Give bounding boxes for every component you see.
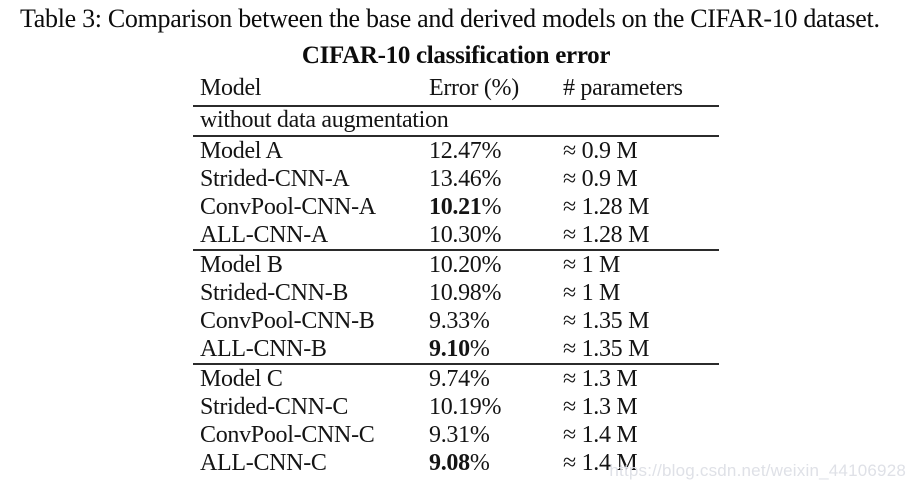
table-row <box>193 279 719 307</box>
table-section <box>193 136 719 250</box>
table-row <box>193 393 719 421</box>
table-section <box>193 250 719 364</box>
column-header-error: Error (%) <box>429 69 563 106</box>
error-value-cell: 10.20% <box>429 251 502 278</box>
table-row <box>193 221 719 250</box>
table-header <box>193 69 719 136</box>
model-name-cell: Strided-CNN-C <box>200 393 349 420</box>
table-row <box>193 165 719 193</box>
table-row <box>193 421 719 449</box>
model-name-cell: ConvPool-CNN-A <box>200 193 376 220</box>
error-value-cell: 10.19% <box>429 393 502 420</box>
model-name-cell: Model A <box>200 137 283 164</box>
table-row <box>193 250 719 279</box>
param-count-cell: ≈ 1.28 M <box>563 193 650 220</box>
table-row <box>193 193 719 221</box>
param-count-cell: ≈ 1.4 M <box>563 421 638 448</box>
param-count-cell: ≈ 1 M <box>563 279 621 306</box>
error-value-cell: 10.21% <box>429 193 502 220</box>
error-value-cell: 9.08% <box>429 449 490 476</box>
model-name-cell: ALL-CNN-A <box>200 221 328 248</box>
results-table-container <box>193 42 719 477</box>
table-caption: Table 3: Comparison between the base and derived models on the CIFAR-10 dataset. <box>20 4 880 33</box>
model-name-cell: Strided-CNN-A <box>200 165 350 192</box>
model-name-cell: Model C <box>200 365 283 392</box>
param-count-cell: ≈ 0.9 M <box>563 137 638 164</box>
error-value-cell: 9.31% <box>429 421 490 448</box>
param-count-cell: ≈ 1 M <box>563 251 621 278</box>
error-value-cell: 12.47% <box>429 137 502 164</box>
subheader-label: without data augmentation <box>193 106 719 136</box>
error-value-cell: 9.74% <box>429 365 490 392</box>
model-name-cell: ConvPool-CNN-B <box>200 307 375 334</box>
column-header-parameters: # parameters <box>563 69 719 106</box>
param-count-cell: ≈ 1.3 M <box>563 365 638 392</box>
column-header-model: Model <box>193 69 429 106</box>
param-count-cell: ≈ 1.4 M <box>563 449 638 476</box>
error-value-cell: 9.10% <box>429 335 490 362</box>
param-count-cell: ≈ 1.35 M <box>563 307 650 334</box>
table-title: CIFAR-10 classification error <box>301 42 611 69</box>
results-table <box>193 69 719 477</box>
model-name-cell: Strided-CNN-B <box>200 279 349 306</box>
header-row <box>193 69 719 106</box>
model-name-cell: ALL-CNN-C <box>200 449 327 476</box>
watermark-url: https://blog.csdn.net/weixin_44106928 <box>609 461 906 480</box>
table-row <box>193 364 719 393</box>
table-row <box>193 335 719 364</box>
error-value-cell: 10.98% <box>429 279 502 306</box>
table-row <box>193 307 719 335</box>
error-value-cell: 13.46% <box>429 165 502 192</box>
param-count-cell: ≈ 1.3 M <box>563 393 638 420</box>
model-name-cell: ALL-CNN-B <box>200 335 327 362</box>
subheader-row <box>193 106 719 136</box>
param-count-cell: ≈ 1.35 M <box>563 335 650 362</box>
error-value-cell: 10.30% <box>429 221 502 248</box>
param-count-cell: ≈ 0.9 M <box>563 165 638 192</box>
model-name-cell: ConvPool-CNN-C <box>200 421 375 448</box>
model-name-cell: Model B <box>200 251 283 278</box>
table-row <box>193 136 719 165</box>
error-value-cell: 9.33% <box>429 307 490 334</box>
param-count-cell: ≈ 1.28 M <box>563 221 650 248</box>
